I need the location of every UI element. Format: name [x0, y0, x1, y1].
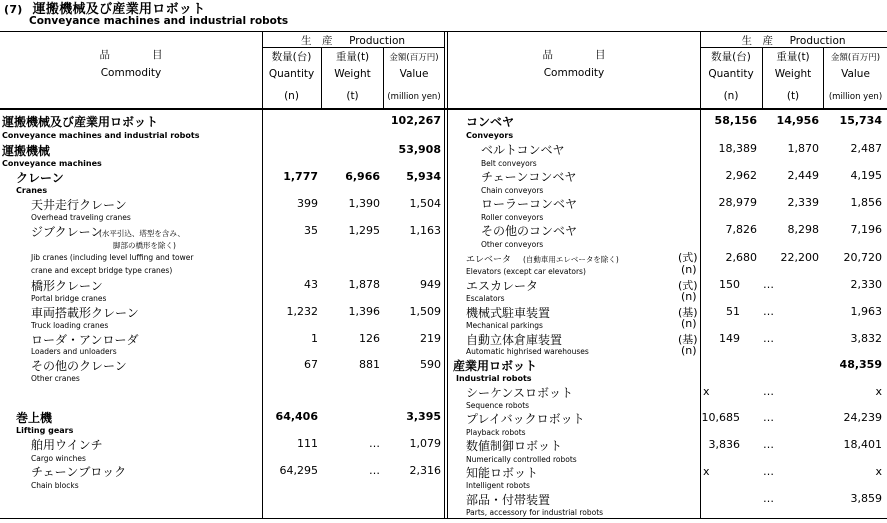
- row-label-jp: 運搬機械及び産業用ロボット: [2, 115, 159, 129]
- value-unit: (million yen): [387, 92, 441, 102]
- value-cell: 3,395: [406, 410, 441, 423]
- divider: [444, 31, 445, 519]
- quantity-cell: 7,826: [725, 223, 757, 236]
- row-label-jp: プレイバックロボット: [466, 412, 585, 426]
- weight-cell: …: [763, 278, 774, 291]
- quantity-unit: (n): [723, 90, 739, 102]
- unit-label: (基): [678, 306, 698, 319]
- row-label-en: Mechanical parkings: [466, 321, 543, 330]
- weight-unit: (t): [786, 90, 800, 102]
- production-header: [262, 33, 444, 48]
- row-label-en: Sequence robots: [466, 401, 530, 410]
- weight-cell: 8,298: [787, 223, 819, 236]
- row-label-en: Chain blocks: [31, 481, 79, 490]
- quantity-header-jp: 数量(台): [271, 51, 312, 63]
- value-cell: 219: [420, 332, 441, 345]
- value-header-jp: 金額(百万円): [830, 53, 881, 63]
- quantity-cell: 43: [304, 278, 318, 291]
- value-cell: 15,734: [839, 114, 882, 127]
- value-header-jp: 金額(百万円): [389, 53, 439, 63]
- weight-cell: 881: [359, 358, 380, 371]
- row-label-jp: ローダ・アンローダ: [31, 333, 139, 347]
- row-label-en: Parts, accessory for industrial robots: [466, 508, 604, 517]
- production-jp: 生 産: [741, 35, 773, 47]
- quantity-cell: 28,979: [718, 196, 757, 209]
- quantity-cell: 64,295: [279, 464, 318, 477]
- row-label-en: Escalators: [466, 294, 505, 303]
- value-cell: 1,163: [409, 224, 441, 237]
- row-label-jp: 天井走行クレーン: [31, 198, 127, 212]
- row-label-en: Portal bridge cranes: [31, 294, 107, 303]
- row-label-en: Cargo winches: [31, 454, 86, 463]
- row-label-jp: 運搬機械: [2, 144, 51, 158]
- quantity-cell: 399: [297, 197, 318, 210]
- value-cell: 949: [420, 278, 441, 291]
- weight-cell: …: [763, 385, 774, 398]
- value-cell: x: [875, 385, 882, 398]
- unit-label: (式): [678, 279, 698, 292]
- value-cell: 3,832: [850, 332, 882, 345]
- weight-unit: (t): [346, 90, 359, 102]
- quantity-cell: 2,680: [725, 251, 757, 264]
- row-label-en: Playback robots: [466, 428, 526, 437]
- weight-header-jp: 重量(t): [776, 51, 810, 63]
- value-cell: 48,359: [839, 358, 882, 371]
- row-label-en: Chain conveyors: [481, 186, 544, 195]
- value-header-en: Value: [841, 68, 870, 80]
- weight-cell: 126: [359, 332, 380, 345]
- weight-cell: …: [763, 305, 774, 318]
- row-label-jp: 産業用ロボット: [453, 359, 538, 373]
- row-label-jp: 数値制御ロボット: [466, 439, 563, 453]
- row-note: (自動車用エレベータを除く): [523, 255, 619, 264]
- row-label-en: Conveyance machines and industrial robots: [2, 131, 200, 140]
- weight-cell: 6,966: [345, 170, 380, 183]
- row-label-en: Truck loading cranes: [31, 321, 109, 330]
- row-label-jp: その他のコンベヤ: [481, 224, 578, 238]
- commodity-header-en: Commodity: [100, 67, 162, 79]
- production-header: [700, 33, 887, 48]
- production-jp: 生 産: [300, 35, 333, 47]
- row-label-jp: エレベータ: [466, 255, 512, 265]
- quantity-header-jp: 数量(台): [711, 51, 751, 63]
- quantity-cell: 35: [304, 224, 318, 237]
- value-cell: 5,934: [406, 170, 441, 183]
- row-label-en: Other cranes: [31, 374, 80, 383]
- row-label-en: Elevators (except car elevators): [466, 267, 586, 276]
- row-label-jp: ジブクレーン: [31, 225, 103, 239]
- quantity-cell: x: [703, 465, 710, 478]
- section-title-jp: 運搬機械及び産業用ロボット: [32, 2, 206, 17]
- value-cell: 1,504: [409, 197, 441, 210]
- weight-cell: 2,339: [787, 196, 819, 209]
- weight-cell: 22,200: [780, 251, 819, 264]
- weight-cell: 1,390: [348, 197, 380, 210]
- commodity-header-en: Commodity: [543, 67, 605, 79]
- row-note: (水平引込、塔型を含み、: [99, 229, 185, 238]
- section-number: (7): [4, 3, 23, 16]
- weight-cell: 1,878: [348, 278, 380, 291]
- weight-cell: 1,396: [348, 305, 380, 318]
- weight-header-en: Weight: [334, 68, 371, 80]
- quantity-header-en: Quantity: [708, 68, 754, 80]
- quantity-unit: (n): [284, 90, 299, 102]
- value-cell: 1,079: [409, 437, 441, 450]
- production-en: Production: [789, 35, 846, 47]
- quantity-cell: 3,836: [708, 438, 740, 451]
- row-label-jp: コンベヤ: [466, 115, 515, 129]
- row-note: 脚部の橋形を除く): [113, 241, 176, 250]
- row-label-en: Industrial robots: [456, 374, 532, 383]
- quantity-cell: 111: [297, 437, 318, 450]
- weight-cell: …: [369, 464, 380, 477]
- commodity-header-jp: 品 目: [99, 49, 163, 61]
- row-label-jp: その他のクレーン: [31, 359, 127, 373]
- divider: [447, 31, 448, 519]
- value-unit: (million yen): [828, 92, 883, 102]
- quantity-cell: 1,232: [286, 305, 318, 318]
- value-cell: 2,316: [409, 464, 441, 477]
- row-label-jp: ローラーコンベヤ: [481, 197, 578, 211]
- row-label-en: crane and except bridge type cranes): [31, 266, 173, 275]
- value-cell: 20,720: [843, 251, 882, 264]
- unit-label-en: (n): [681, 263, 697, 276]
- value-cell: 18,401: [843, 438, 882, 451]
- row-label-en: Lifting gears: [16, 426, 74, 435]
- weight-header-en: Weight: [774, 68, 812, 80]
- row-label-jp: 部品・付帯装置: [466, 493, 551, 507]
- quantity-header-en: Quantity: [268, 68, 315, 80]
- unit-label: (式): [678, 251, 698, 264]
- row-label-en: Belt conveyors: [481, 159, 537, 168]
- row-label-en: Conveyors: [466, 131, 514, 140]
- value-cell: 24,239: [843, 411, 882, 424]
- row-label-en: Overhead traveling cranes: [31, 213, 131, 222]
- weight-cell: …: [763, 332, 774, 345]
- quantity-cell: 149: [719, 332, 740, 345]
- row-label-jp: 機械式駐車装置: [466, 306, 551, 320]
- value-cell: 1,856: [850, 196, 882, 209]
- unit-label-en: (n): [681, 317, 697, 330]
- commodity-header-jp: 品 目: [542, 49, 606, 61]
- value-cell: 2,487: [850, 142, 882, 155]
- weight-cell: …: [763, 411, 774, 424]
- weight-cell: 2,449: [787, 169, 819, 182]
- row-label-jp: 巻上機: [16, 411, 53, 425]
- weight-cell: …: [369, 437, 380, 450]
- row-label-jp: 知能ロボット: [466, 466, 539, 480]
- row-label-en: Roller conveyors: [481, 213, 544, 222]
- row-label-jp: シーケンスロボット: [466, 386, 574, 400]
- quantity-cell: x: [703, 385, 710, 398]
- section-title-en: Conveyance machines and industrial robots: [29, 15, 289, 27]
- value-cell: 1,509: [409, 305, 441, 318]
- value-cell: 4,195: [850, 169, 882, 182]
- weight-cell: 14,956: [776, 114, 819, 127]
- row-label-jp: クレーン: [16, 171, 64, 185]
- row-label-en: Intelligent robots: [466, 481, 530, 490]
- quantity-cell: 2,962: [725, 169, 757, 182]
- value-cell: x: [875, 465, 882, 478]
- value-cell: 102,267: [390, 114, 441, 127]
- weight-cell: 1,295: [348, 224, 380, 237]
- quantity-cell: 150: [719, 278, 740, 291]
- weight-header-jp: 重量(t): [335, 51, 370, 63]
- row-label-en: Numerically controlled robots: [466, 455, 577, 464]
- row-label-jp: エスカレータ: [466, 279, 539, 293]
- value-cell: 3,859: [850, 492, 882, 505]
- quantity-cell: 67: [304, 358, 318, 371]
- quantity-cell: 1,777: [283, 170, 318, 183]
- unit-label-en: (n): [681, 344, 697, 357]
- value-cell: 1,963: [850, 305, 882, 318]
- value-cell: 7,196: [850, 223, 882, 236]
- weight-cell: 1,870: [787, 142, 819, 155]
- row-label-jp: 舶用ウインチ: [31, 438, 103, 452]
- weight-cell: …: [763, 465, 774, 478]
- row-label-en: Conveyance machines: [2, 159, 102, 168]
- header-divider: [0, 108, 887, 110]
- value-header-en: Value: [399, 68, 429, 80]
- weight-cell: …: [763, 492, 774, 505]
- row-label-jp: 橋形クレーン: [31, 279, 103, 293]
- row-label-jp: ベルトコンベヤ: [481, 143, 565, 157]
- unit-label: (基): [678, 333, 698, 346]
- value-cell: 590: [420, 358, 441, 371]
- row-label-en: Automatic highrised warehouses: [466, 347, 589, 356]
- quantity-cell: 1: [311, 332, 318, 345]
- row-label-en: Cranes: [16, 186, 48, 195]
- unit-label-en: (n): [681, 290, 697, 303]
- value-cell: 2,330: [850, 278, 882, 291]
- quantity-cell: 64,406: [275, 410, 318, 423]
- weight-cell: …: [763, 438, 774, 451]
- quantity-cell: 18,389: [718, 142, 757, 155]
- production-en: Production: [349, 35, 406, 47]
- row-label-en: Loaders and unloaders: [31, 347, 117, 356]
- quantity-cell: 51: [726, 305, 740, 318]
- row-label-jp: チェーンコンベヤ: [481, 170, 577, 184]
- value-cell: 53,908: [398, 143, 441, 156]
- row-label-jp: チェーンブロック: [31, 465, 127, 479]
- quantity-cell: 10,685: [701, 411, 740, 424]
- row-label-jp: 自動立体倉庫装置: [466, 333, 563, 347]
- row-label-en: Other conveyors: [481, 240, 544, 249]
- quantity-cell: 58,156: [714, 114, 757, 127]
- row-label-en: Jib cranes (including level luffing and tower: [31, 253, 194, 262]
- row-label-jp: 車両搭載形クレーン: [31, 306, 139, 320]
